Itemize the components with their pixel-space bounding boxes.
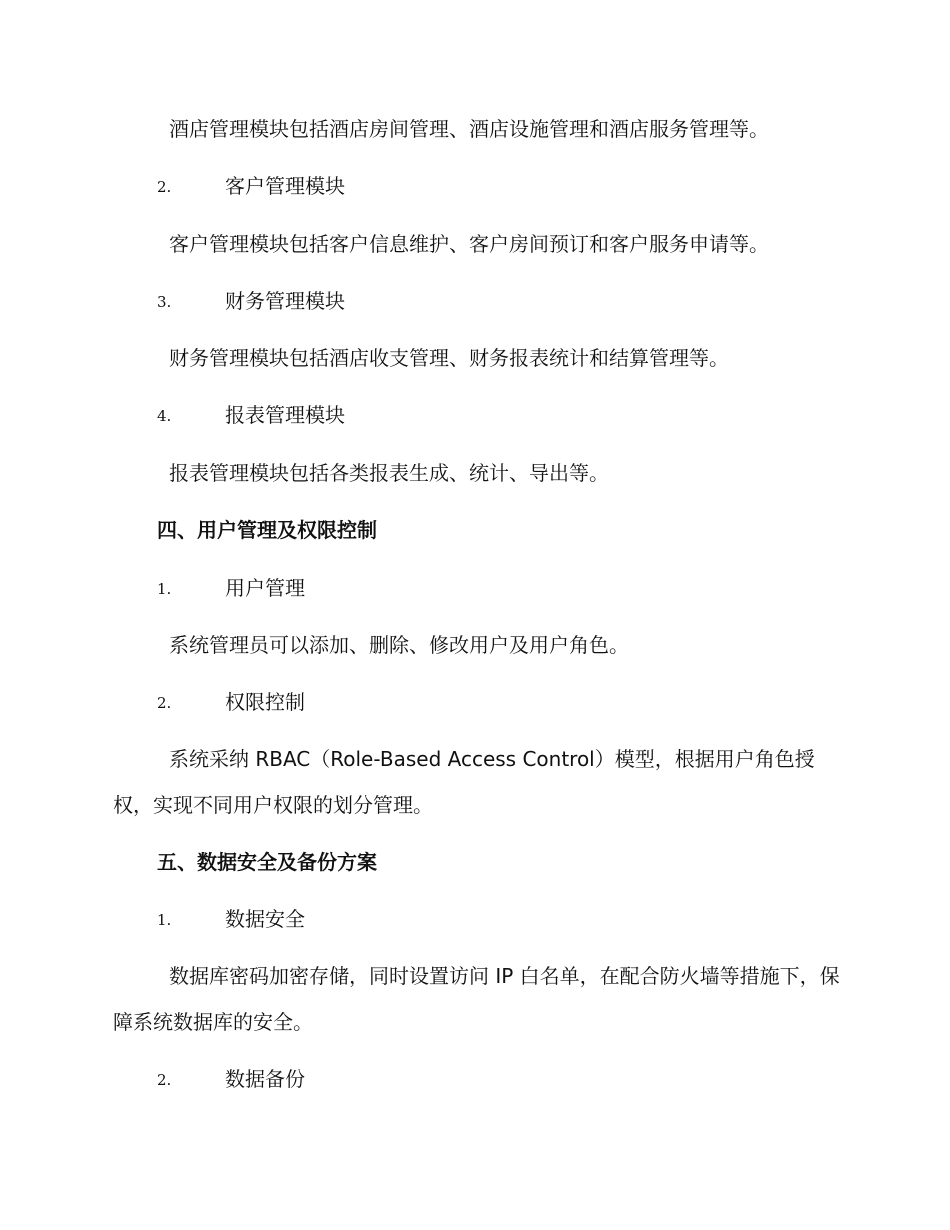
list-number-user-mgmt: 1. bbox=[157, 580, 172, 598]
list-item-finance-module: 财务管理模块 bbox=[225, 289, 345, 313]
list-item-data-security: 数据安全 bbox=[225, 907, 305, 931]
paragraph-rbac: 系统采纳 RBAC（Role-Based Access Control）模型，根据用户角色授权，实现不同用户权限的划分管理。 bbox=[113, 747, 815, 817]
paragraph-user-management: 系统管理员可以添加、删除、修改用户及用户角色。 bbox=[169, 633, 629, 657]
list-number-finance: 3. bbox=[157, 293, 172, 311]
section-heading-user-permission: 四、用户管理及权限控制 bbox=[157, 518, 377, 542]
paragraph-hotel-module: 酒店管理模块包括酒店房间管理、酒店设施管理和酒店服务管理等。 bbox=[169, 117, 769, 141]
list-number-report: 4. bbox=[157, 407, 172, 425]
section-heading-data-security: 五、数据安全及备份方案 bbox=[157, 850, 377, 874]
list-item-permission-control: 权限控制 bbox=[225, 690, 305, 714]
list-number-data-backup: 2. bbox=[157, 1071, 172, 1089]
list-number-customer: 2. bbox=[157, 178, 172, 196]
paragraph-data-security: 数据库密码加密存储，同时设置访问 IP 白名单，在配合防火墙等措施下，保障系统数据库的安全。 bbox=[113, 964, 840, 1034]
list-item-user-management: 用户管理 bbox=[225, 576, 305, 600]
paragraph-report-module: 报表管理模块包括各类报表生成、统计、导出等。 bbox=[169, 461, 609, 485]
paragraph-customer-module: 客户管理模块包括客户信息维护、客户房间预订和客户服务申请等。 bbox=[169, 232, 769, 256]
list-item-report-module: 报表管理模块 bbox=[225, 403, 345, 427]
list-number-data-security: 1. bbox=[157, 911, 172, 929]
paragraph-finance-module: 财务管理模块包括酒店收支管理、财务报表统计和结算管理等。 bbox=[169, 346, 729, 370]
list-item-data-backup: 数据备份 bbox=[225, 1067, 305, 1091]
list-item-customer-module: 客户管理模块 bbox=[225, 174, 345, 198]
list-number-permission: 2. bbox=[157, 694, 172, 712]
